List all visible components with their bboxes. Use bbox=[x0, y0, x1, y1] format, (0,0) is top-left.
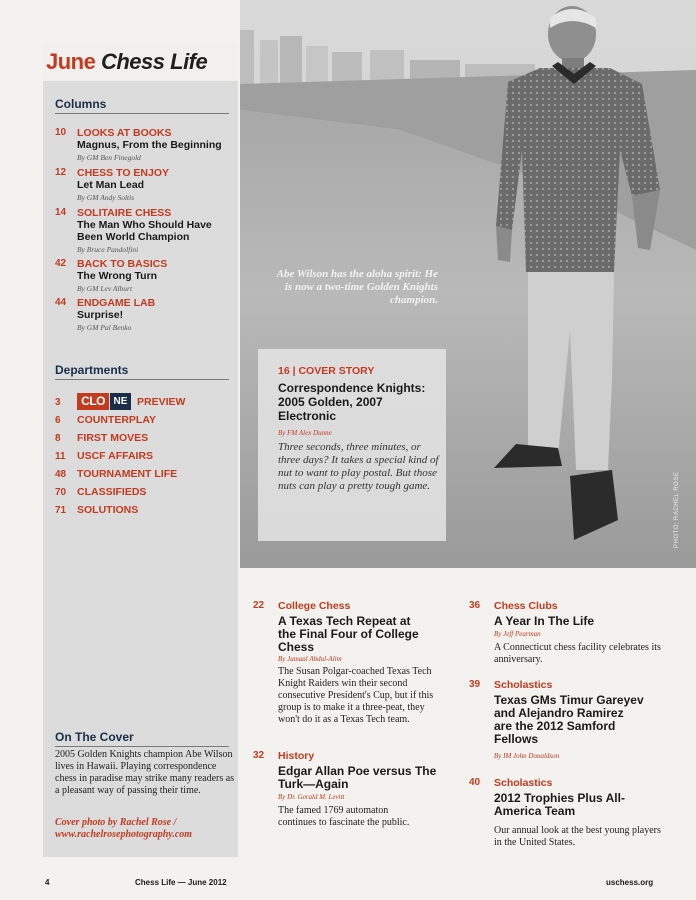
article-title: Texas GMs Timur Gareyev and Alejandro Ramirez are the 2012 Samford Fellows bbox=[494, 693, 644, 746]
dept-label: SOLUTIONS bbox=[77, 504, 139, 516]
article-page: 36 bbox=[469, 600, 481, 611]
article-category: Scholastics bbox=[494, 679, 553, 691]
column-page: 42 bbox=[55, 258, 67, 269]
article-scholastics-samford[interactable] bbox=[469, 679, 679, 769]
article-desc: The Susan Polgar-coached Texas Tech Knight Raiders win their second consecutive President's Cup, but if this group is to make it a three-peat, they won't do it as a Texas Tech team. bbox=[278, 666, 434, 725]
article-byline: By IM John Donaldson bbox=[494, 752, 560, 760]
article-title: 2012 Trophies Plus All-America Team bbox=[494, 791, 625, 818]
article-byline: By Dr. Gerald M. Levitt bbox=[278, 793, 345, 801]
photo-caption: Abe Wilson has the aloha spirit: He is now a two-time Golden Knights champion. bbox=[276, 268, 438, 306]
column-page: 12 bbox=[55, 167, 67, 178]
clo-logo bbox=[77, 393, 131, 410]
dept-label: CLASSIFIEDS bbox=[77, 486, 147, 498]
column-byline: By GM Ben Finegold bbox=[77, 153, 141, 162]
dept-entry-preview[interactable] bbox=[55, 396, 235, 410]
column-category: CHESS TO ENJOY bbox=[77, 167, 169, 179]
column-byline: By GM Lev Alburt bbox=[77, 284, 133, 293]
column-category: ENDGAME LAB bbox=[77, 297, 156, 309]
column-page: 10 bbox=[55, 127, 67, 138]
article-page: 32 bbox=[253, 750, 265, 761]
article-desc: The famed 1769 automaton continues to fascinate the public. bbox=[278, 805, 410, 828]
column-title: The Wrong Turn bbox=[77, 270, 158, 282]
dept-entry-counterplay[interactable] bbox=[55, 414, 235, 428]
contents-sidebar bbox=[43, 45, 238, 857]
dept-page: 71 bbox=[55, 505, 67, 516]
footer-page-number: 4 bbox=[45, 878, 50, 887]
dept-page: 8 bbox=[55, 433, 61, 444]
masthead-month: June bbox=[46, 49, 96, 74]
dept-entry-first-moves[interactable] bbox=[55, 432, 235, 446]
cover-story-box[interactable] bbox=[258, 349, 446, 541]
article-title: A Year In The Life bbox=[494, 614, 595, 628]
column-byline: By GM Pal Benko bbox=[77, 323, 132, 332]
cover-story-divider: | bbox=[292, 365, 299, 377]
article-category: College Chess bbox=[278, 600, 351, 612]
cover-story-byline: By FM Alex Dunne bbox=[278, 429, 332, 437]
columns-rule bbox=[55, 113, 229, 114]
column-title: Surprise! bbox=[77, 309, 124, 321]
article-college-chess[interactable] bbox=[253, 600, 453, 740]
column-category: LOOKS AT BOOKS bbox=[77, 127, 172, 139]
dept-label: USCF AFFAIRS bbox=[77, 450, 154, 462]
article-page: 40 bbox=[469, 777, 481, 788]
on-the-cover-credit bbox=[55, 817, 235, 841]
footer-issue: Chess Life — June 2012 bbox=[135, 878, 227, 887]
dept-label: TOURNAMENT LIFE bbox=[77, 468, 178, 480]
column-title: The Man Who Should Have Been World Champion bbox=[77, 219, 212, 243]
column-title: Magnus, From the Beginning bbox=[77, 139, 222, 151]
dept-page: 11 bbox=[55, 451, 66, 462]
article-desc: Our annual look at the best young players in the United States. bbox=[494, 825, 661, 848]
dept-label: FIRST MOVES bbox=[77, 432, 149, 444]
article-scholastics-all-america[interactable] bbox=[469, 777, 679, 857]
article-page: 39 bbox=[469, 679, 481, 690]
column-entry-enjoy[interactable] bbox=[55, 167, 235, 205]
article-page: 22 bbox=[253, 600, 265, 611]
departments-heading: Departments bbox=[55, 363, 129, 377]
dept-page: 48 bbox=[55, 469, 67, 480]
cover-story-blurb: Three seconds, three minutes, or three days? It takes a special kind of nut to want to play postal. But those nuts can play a pretty tough game. bbox=[278, 441, 439, 492]
footer-site[interactable]: uschess.org bbox=[606, 878, 654, 887]
on-the-cover-heading: On The Cover bbox=[55, 730, 134, 744]
credit-line-1: Cover photo by Rachel Rose / bbox=[55, 817, 177, 828]
article-title: Edgar Allan Poe versus The Turk—Again bbox=[278, 764, 437, 791]
dept-entry-uscf-affairs[interactable] bbox=[55, 450, 235, 464]
article-chess-clubs[interactable] bbox=[469, 600, 679, 670]
column-entry-endgame[interactable] bbox=[55, 297, 235, 335]
column-title: Let Man Lead bbox=[77, 179, 145, 191]
masthead-magazine: Chess Life bbox=[100, 49, 208, 74]
article-title: A Texas Tech Repeat at the Final Four of College Chess bbox=[278, 614, 419, 654]
column-byline: By GM Andy Soltis bbox=[77, 193, 135, 202]
photo-credit: PHOTO: RACHEL ROSE bbox=[674, 471, 680, 548]
article-category: Scholastics bbox=[494, 777, 553, 789]
dept-entry-solutions[interactable] bbox=[55, 504, 235, 518]
dept-entry-classifieds[interactable] bbox=[55, 486, 235, 500]
column-page: 44 bbox=[55, 297, 67, 308]
column-entry-basics[interactable] bbox=[55, 258, 235, 296]
credit-line-2[interactable]: www.rachelrosephotography.com bbox=[55, 829, 193, 840]
dept-page: 70 bbox=[55, 487, 67, 498]
dept-label: PREVIEW bbox=[137, 396, 186, 408]
column-category: SOLITAIRE CHESS bbox=[77, 207, 172, 219]
column-entry-solitaire[interactable] bbox=[55, 207, 235, 257]
cover-story-label: COVER STORY bbox=[298, 365, 375, 377]
article-history[interactable] bbox=[253, 750, 453, 850]
article-desc: A Connecticut chess facility celebrates its anniversary. bbox=[494, 642, 661, 665]
dept-entry-tournament-life[interactable] bbox=[55, 468, 235, 482]
on-the-cover-rule bbox=[55, 746, 229, 747]
columns-heading: Columns bbox=[55, 97, 107, 111]
dept-label: COUNTERPLAY bbox=[77, 414, 156, 426]
cover-story-heading bbox=[278, 365, 374, 377]
cover-story-title: Correspondence Knights: 2005 Golden, 2007 Electronic bbox=[278, 381, 426, 423]
masthead bbox=[46, 49, 207, 75]
on-the-cover-text: 2005 Golden Knights champion Abe Wilson lives in Hawaii. Playing correspondence chess in paradise may strike many readers as a pleasant way of passing their time. bbox=[55, 749, 235, 796]
dept-page: 6 bbox=[55, 415, 61, 426]
dept-page: 3 bbox=[55, 397, 61, 408]
clo-logo-part1: CLO bbox=[77, 393, 109, 410]
article-category: Chess Clubs bbox=[494, 600, 558, 612]
clo-logo-part2: NE bbox=[110, 393, 131, 410]
column-entry-books[interactable] bbox=[55, 127, 235, 165]
article-byline: By Jamaal Abdul-Alim bbox=[278, 655, 342, 663]
cover-story-page: 16 bbox=[278, 365, 290, 377]
article-byline: By Jeff Pearman bbox=[494, 630, 541, 638]
departments-rule bbox=[55, 379, 229, 380]
column-category: BACK TO BASICS bbox=[77, 258, 168, 270]
article-category: History bbox=[278, 750, 315, 762]
masthead-band bbox=[43, 45, 238, 81]
column-page: 14 bbox=[55, 207, 67, 218]
column-byline: By Bruce Pandolfini bbox=[77, 245, 139, 254]
